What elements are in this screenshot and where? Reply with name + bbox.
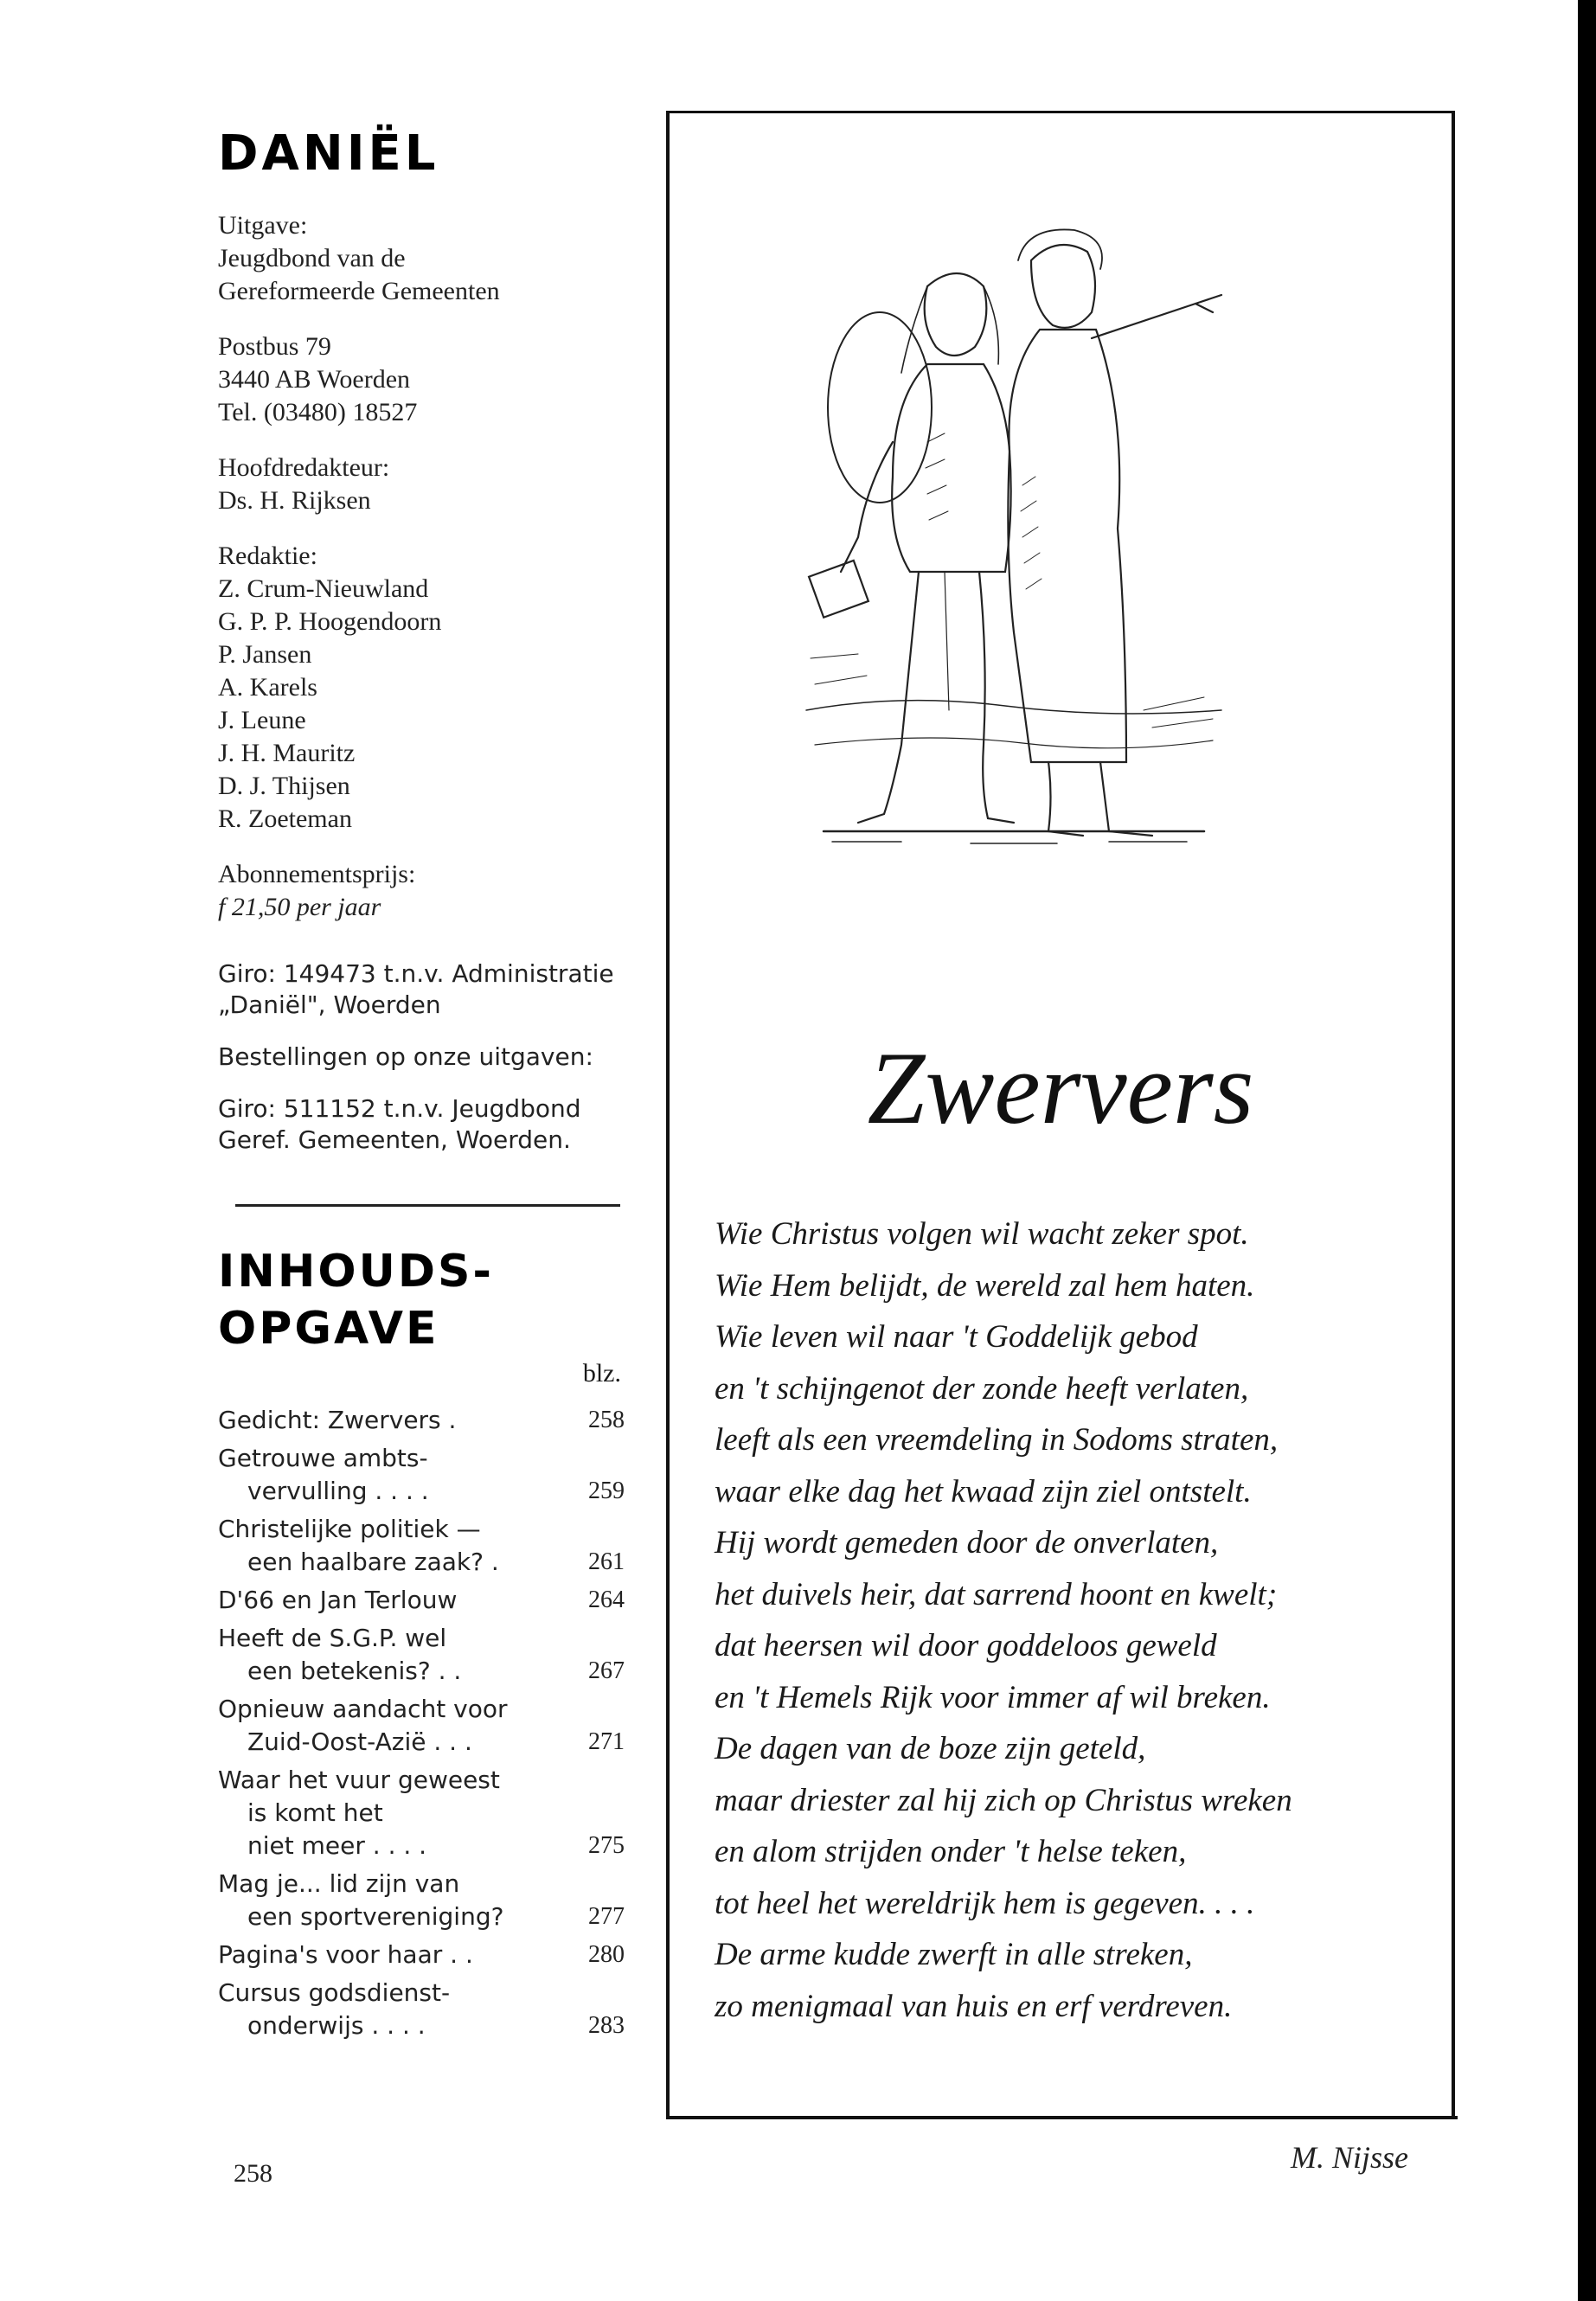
toc-item-text: is komt het [247,1798,383,1827]
poem-author: M. Nijsse [1290,2140,1408,2175]
poem-frame [666,111,1455,2175]
scan-edge-bar [1578,0,1596,2301]
giro-administration: Giro: 149473 t.n.v. Administratie „Daniël", Woerden [218,959,614,1019]
left-column [218,125,625,2048]
giro-info [218,958,625,1156]
toc-item-text: Heeft de S.G.P. wel [218,1624,447,1652]
toc-item-text: een betekenis? . . [247,1657,462,1685]
toc-item-text: Cursus godsdienst- [218,1978,451,2007]
toc-item-page: 264 [588,1586,625,1613]
poem-line: De arme kudde zwerft in alle streken, [715,1937,1193,1972]
toc-item-page: 277 [588,1903,625,1930]
toc-item-page: 275 [588,1832,625,1859]
address-line: 3440 AB Woerden [218,365,411,394]
poem-line: tot heel het wereldrijk hem is gegeven. . . . [715,1885,1255,1921]
masthead: DANIËL [218,125,439,182]
poem-line: De dagen van de boze zijn geteld, [715,1731,1146,1766]
toc-title-line: OPGAVE [218,1303,439,1355]
poem-line: Wie Hem belijdt, de wereld zal hem haten. [715,1267,1255,1304]
toc-item-text: niet meer . . . . [247,1831,427,1860]
address-line: Tel. (03480) 18527 [218,398,418,426]
poem-line: Wie leven wil naar 't Goddelijk gebod [715,1319,1198,1355]
subscription-price: f 21,50 per jaar [218,893,381,921]
toc-item [218,1939,625,1971]
toc-item-text: Gedicht: Zwervers . [218,1406,457,1434]
publisher-line: Uitgave: [218,211,308,240]
editor-line: Ds. H. Rijksen [218,486,371,515]
toc-item [218,1584,625,1617]
toc-item [218,1442,625,1508]
poem-title: Zwervers [867,1030,1254,1145]
editorial-line: Z. Crum-Nieuwland [218,574,429,603]
poem-line: zo menigmaal van huis en erf verdreven. [715,1988,1233,2024]
toc-item-text: vervulling . . . . [247,1477,429,1505]
colophon [218,209,625,924]
toc-item-text: onderwijs . . . . [247,2011,426,2040]
poem-line: leeft als een vreemdeling in Sodoms straten, [715,1422,1279,1458]
toc-item-page: 258 [588,1407,625,1433]
editor-block [218,452,625,517]
page-number: 258 [234,2159,272,2188]
editorial-line: R. Zoeteman [218,804,352,833]
poem-line: Hij wordt gemeden door de onverlaten, [715,1525,1219,1561]
toc-item-text: Opnieuw aandacht voor [218,1695,508,1723]
toc-item [218,1977,625,2042]
poem-line: Wie Christus volgen wil wacht zeker spot. [715,1216,1249,1252]
toc-item-page: 267 [588,1657,625,1684]
subscription-block [218,858,625,924]
toc-item-text: Waar het vuur geweest [218,1766,500,1794]
toc-item-page: 280 [588,1941,625,1968]
poem-line: en alom strijden onder 't helse teken, [715,1834,1187,1869]
toc-item [218,1764,625,1862]
toc-item-page: 283 [588,2012,625,2039]
editorial-line: G. P. P. Hoogendoorn [218,607,442,636]
giro-youth-union: Giro: 511152 t.n.v. Jeugdbond Geref. Gemeenten, Woerden. [218,1094,581,1154]
toc-item-page: 261 [588,1548,625,1575]
poem-line: dat heersen wil door goddeloos geweld [715,1628,1217,1663]
toc-item-text: Pagina's voor haar . . [218,1940,473,1969]
wanderers-illustration [798,226,1230,866]
toc-item [218,1693,625,1759]
publisher-line: Jeugdbond van de [218,244,406,272]
toc-item-text: een haalbare zaak? . [247,1548,499,1576]
toc-item [218,1868,625,1933]
poem-line: waar elke dag het kwaad zijn ziel ontstelt. [715,1473,1252,1509]
poem-line: en 't Hemels Rijk voor immer af wil breken. [715,1679,1271,1715]
toc-item [218,1513,625,1579]
toc-title [218,1243,625,1357]
toc-item-text: Getrouwe ambts- [218,1444,428,1472]
editorial-line: D. J. Thijsen [218,772,350,800]
editorial-line: J. H. Mauritz [218,739,356,767]
toc-item-text: D'66 en Jan Terlouw [218,1586,458,1614]
editorial-block [218,540,625,836]
toc-item-page: 271 [588,1728,625,1755]
toc-item-text: Mag je... lid zijn van [218,1869,460,1898]
publisher-block [218,209,625,308]
editorial-line: P. Jansen [218,640,312,669]
frame-bottom-rule [666,2116,1458,2119]
toc-item-text: Zuid-Oost-Azië . . . [247,1727,472,1756]
subscription-line: Abonnementsprijs: [218,860,416,888]
address-line: Postbus 79 [218,332,331,361]
address-block [218,330,625,429]
editor-line: Hoofdredakteur: [218,453,390,482]
editorial-line: A. Karels [218,673,317,702]
poem-line: het duivels heir, dat sarrend hoont en kwelt; [715,1576,1278,1612]
divider [235,1204,620,1207]
publisher-line: Gereformeerde Gemeenten [218,277,500,305]
toc-item [218,1622,625,1688]
toc-list [218,1404,625,2042]
toc-item-text: Christelijke politiek — [218,1515,481,1543]
editorial-line: J. Leune [218,706,306,734]
editorial-line: Redaktie: [218,542,317,570]
toc-item-text: een sportvereniging? [247,1902,504,1931]
poem-body [715,1208,1424,2032]
toc-item-page: 259 [588,1477,625,1504]
toc-title-line: INHOUDS- [218,1246,495,1298]
toc-item [218,1404,625,1437]
poem-line: maar driester zal hij zich op Christus wreken [715,1782,1292,1818]
poem-line: en 't schijngenot der zonde heeft verlaten, [715,1370,1249,1407]
toc-page-header: blz. [582,1359,621,1388]
orders-note: Bestellingen op onze uitgaven: [218,1042,593,1071]
